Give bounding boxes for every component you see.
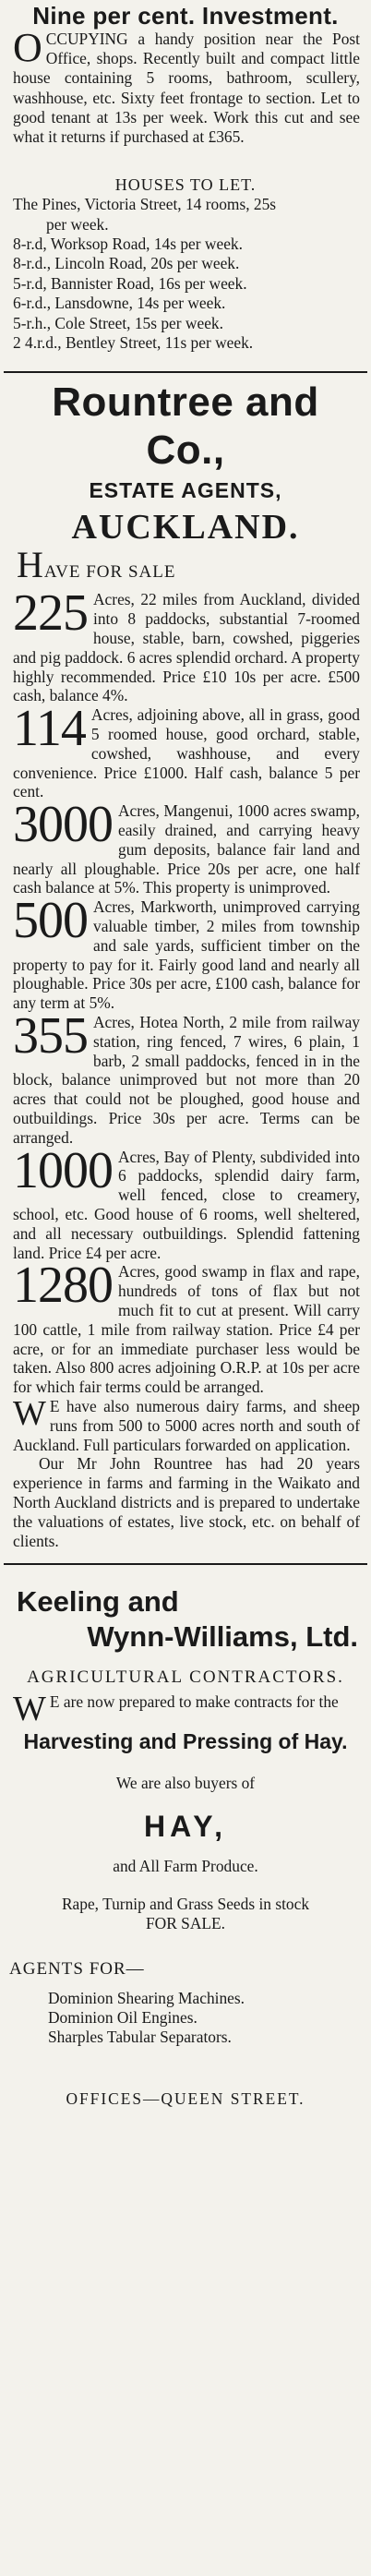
list-item: Dominion Shearing Machines. <box>48 1989 245 2008</box>
list-item: 2 4.r.d., Bentley Street, 11s per week. <box>13 333 254 353</box>
dropcap: H <box>17 544 44 586</box>
houses-to-let <box>4 175 367 353</box>
investment-ad <box>4 2 367 147</box>
listing-acres: 1000 <box>13 1141 113 1199</box>
dropcap: W <box>13 1690 46 1729</box>
listing-acres: 225 <box>13 584 88 643</box>
listing <box>4 700 367 801</box>
farm-produce: and All Farm Produce. <box>113 1857 258 1876</box>
hay-heading: HAY, <box>144 1810 227 1844</box>
agents-list <box>4 1989 367 2047</box>
investment-title: Nine per cent. Investment. <box>32 2 339 30</box>
listing-acres: 500 <box>13 892 88 950</box>
offices-line: OFFICES—QUEEN STREET. <box>66 2089 305 2109</box>
listing-text: Acres, Bay of Plenty, subdivided into 6 paddocks, splendid dairy farm, well fenced, close to creamery, school, etc. Good house of 6 rooms, well sheltered, and all necessary outbuildings. Splendid fattening land. Price £4 per acre. <box>13 1147 360 1262</box>
keeling-intro <box>4 1690 367 1729</box>
seeds-line-2: FOR SALE. <box>145 1914 225 1933</box>
list-item: 6-r.d., Lansdowne, 14s per week. <box>13 294 226 313</box>
keeling-ad <box>4 1585 367 2109</box>
rountree-note-text: E have also numerous dairy farms, and sheep runs from 500 to 5000 acres north and south of Auckland. Full particulars forwarded on application. <box>13 1396 360 1454</box>
list-item: The Pines, Victoria Street, 14 rooms, 25s <box>13 195 277 214</box>
listing-text: Acres, Markworth, unimproved carrying valuable timber, 2 miles from township and sale yards, sufficient timber on the property to pay for it. Fairly good land and nearly all ploughable. Price 30s per acre, £100 cash, balance for any term at 5%. <box>13 897 360 1013</box>
listing <box>4 1141 367 1263</box>
keeling-name-1: Keeling and <box>17 1585 179 1619</box>
divider <box>4 1563 367 1565</box>
list-item: per week. <box>46 214 109 234</box>
have-for-sale <box>4 544 367 586</box>
seeds-text <box>4 1895 367 1933</box>
listing <box>4 796 367 897</box>
list-item: Dominion Oil Engines. <box>48 2008 197 2028</box>
keeling-intro-text: E are now prepared to make contracts for the <box>49 1692 339 1712</box>
divider <box>4 371 367 373</box>
listing-text: Acres, Mangenui, 1000 acres swamp, easily drained, and carrying heavy gum deposits, balance fair land and nearly all ploughable. Price 20s per acre, one half cash balance at 5%. This property is unimproved. <box>13 801 360 897</box>
listing <box>4 1257 367 1397</box>
listing <box>4 892 367 1013</box>
list-item: Sharples Tabular Separators. <box>48 2028 232 2047</box>
listing-text: Acres, Hotea North, 2 mile from railway station, ring fenced, 7 wires, 6 plain, 1 barb, 2 small paddocks, fenced in in the block, balance unimproved but not more than 20 acres that could not be ploughed, good house and outbuildings. Price 30s per acre. Terms can be arranged. <box>13 1013 360 1147</box>
listing <box>4 1007 367 1148</box>
listing-acres: 1280 <box>13 1257 113 1315</box>
buyers-text: We are also buyers of <box>115 1774 256 1793</box>
houses-title: HOUSES TO LET. <box>114 175 257 195</box>
list-item: 8-r.d, Worksop Road, 14s per week. <box>13 235 243 254</box>
agricultural-contractors: AGRICULTURAL CONTRACTORS. <box>27 1667 344 1688</box>
listing-text: Acres, adjoining above, all in grass, good 5 roomed house, good orchard, stable, cowshed, washhouse, and every convenience. Price £1000. Half cash, balance 5 per cent. <box>13 705 360 801</box>
investment-text: CCUPYING a handy position near the Post Office, shops. Recently built and compact little house containing 5 rooms, bathroom, scullery, washhouse, etc. Sixty feet frontage to section. Let to good tenant at 13s per week. Work this cut and see what it returns if purchased at £365. <box>13 30 360 147</box>
agents-heading: AGENTS FOR— <box>9 1959 145 1980</box>
listing-text: Acres, 22 miles from Auckland, divided into 8 paddocks, substantial 7-roomed house, stable, barn, cowshed, piggeries and pig paddock. 6 acres splendid orchard. A property highly recommended. Price £10 10s per acre. £500 cash, balance 4%. <box>13 590 360 705</box>
newspaper-column <box>4 0 367 2109</box>
estate-agents-heading: ESTATE AGENTS, <box>89 478 282 503</box>
harvesting-heading: Harvesting and Pressing of Hay. <box>23 1729 348 1754</box>
dropcap: W <box>13 1393 46 1433</box>
dropcap: O <box>13 25 42 70</box>
have-for-sale-text: AVE FOR SALE <box>43 562 176 583</box>
houses-list <box>4 195 367 353</box>
listing-acres: 3000 <box>13 796 113 854</box>
list-item: 5-r.h., Cole Street, 15s per week. <box>13 313 223 332</box>
seeds-line-1: Rape, Turnip and Grass Seeds in stock <box>61 1895 310 1914</box>
listing-acres: 355 <box>13 1007 88 1065</box>
rountree-ad <box>4 379 367 1550</box>
listing-acres: 114 <box>13 700 86 758</box>
keeling-name-2: Wynn-Williams, Ltd. <box>87 1620 358 1654</box>
investment-body <box>4 25 367 147</box>
listing-text: Acres, good swamp in flax and rape, hundreds of tons of flax but not much fit to cut at present. Will carry 100 cattle, 1 mile from railway station. Price £4 per acre, or for an immediate purchaser less would be taken. Also 800 acres adjoining O.R.P. at 10s per acre for which fair terms could be arranged. <box>13 1262 360 1397</box>
rountree-experience: Our Mr John Rountree has had 20 years experience in farms and farming in the Waikato and North Auckland districts and is prepared to undertake the valuations of estates, live stock, etc. on behalf of clients. <box>13 1454 360 1550</box>
auckland-heading: AUCKLAND. <box>71 508 300 548</box>
rountree-name-2: Co., <box>146 427 225 474</box>
listing <box>4 584 367 705</box>
rountree-name-1: Rountree and <box>52 379 319 426</box>
rountree-note <box>4 1393 367 1454</box>
list-item: 5-r.d, Bannister Road, 16s per week. <box>13 273 247 293</box>
list-item: 8-r.d., Lincoln Road, 20s per week. <box>13 254 240 273</box>
